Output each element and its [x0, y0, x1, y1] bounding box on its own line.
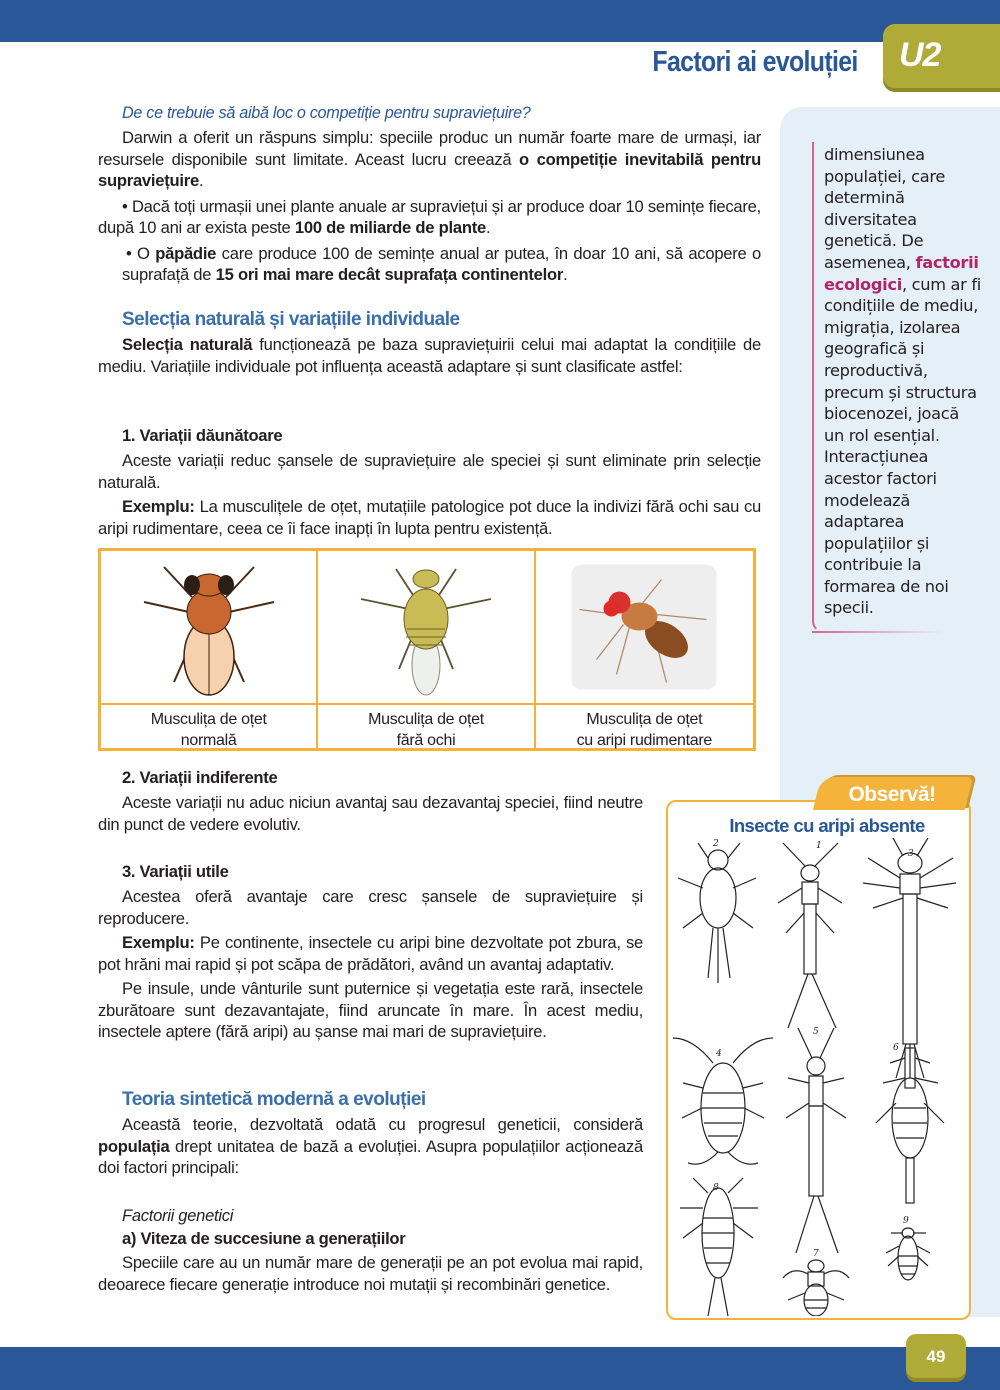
synthetic-paragraph-block	[98, 1114, 643, 1179]
fruit-fly-table	[98, 548, 756, 751]
bold-text: o competiție inevitabilă pentru supraviețuire	[98, 149, 761, 190]
unit-tab	[883, 24, 1000, 88]
intro-question: De ce trebuie să aibă loc o competiție pentru supraviețuire?	[122, 104, 531, 122]
bold-text: 100 de miliarde de plante	[294, 218, 486, 237]
variation-2-text: Aceste variații nu aduc niciun avantaj sau dezavantaj speciei, fiind neutre din punct de vedere evolutiv.	[98, 793, 643, 834]
figure-number: 9	[903, 1216, 909, 1226]
fly-image-no-eyes	[318, 551, 535, 705]
text: care produce 100 de semințe anual ar putea, în doar 10 ani, să acopere o suprafață de	[122, 243, 761, 284]
observe-title: Insecte cu aripi absente	[729, 815, 925, 836]
side-note-text-cont: , cum ar fi condițiile de mediu, migrația, izolarea geografică și reproductivă, precum și structura biocenozei, joacă un rol esențial. Interacțiunea acestor factori modelează adaptarea populațiilor și contribuie la formarea de noi specii.	[824, 274, 981, 618]
caption-line: Musculița de oțet	[368, 711, 484, 728]
side-note-text: dimensiunea populației, care determină diversitatea genetică. De asemenea,	[824, 145, 946, 272]
example-label: Exemplu:	[122, 933, 195, 952]
synthetic-paragraph	[98, 1114, 643, 1179]
bold-text: populația	[98, 1136, 170, 1156]
section-heading-synthetic: Teoria sintetică modernă a evoluției	[122, 1089, 426, 1110]
figure-number: 1	[816, 841, 822, 851]
text: Darwin a oferit un răspuns simplu: speciile produc un număr foarte mare de urmași, iar resursele disponibile sunt limitate. Aceast lucru creează	[98, 128, 761, 169]
caption-line: cu aripi rudimentare	[576, 732, 713, 749]
variation-1-heading: 1. Variații dăunătoare	[122, 426, 283, 445]
caption-normal-fly	[101, 705, 318, 751]
intro-paragraph	[98, 127, 761, 192]
variation-3-heading: 3. Variații utile	[122, 862, 229, 881]
selection-paragraph	[98, 334, 761, 377]
page-number: 49	[926, 1347, 946, 1366]
selection-paragraph-block	[98, 334, 761, 377]
generation-speed-text: Speciile care au un număr mare de generații pe an pot evolua mai rapid, deoarece fiecare generație introduce noi mutații și recombinări genetice.	[98, 1253, 643, 1294]
normal-fly-icon	[134, 557, 284, 697]
example-label: Exemplu:	[122, 497, 195, 516]
variation-2-block	[98, 792, 643, 835]
text: La musculițele de oțet, mutațiile patologice pot duce la indivizi fără ochi sau cu aripi rudimentare, ceea ce îi face inapți în lupta pentru existență.	[98, 497, 761, 538]
insect-5-icon	[786, 1028, 846, 1253]
text: Această teorie, dezvoltată odată cu progresul geneticii, consideră	[122, 1115, 643, 1134]
caption-line: Musculița de oțet	[150, 711, 267, 728]
variation-3-example	[98, 932, 643, 975]
text: • Dacă toți urmașii unei plante anuale ar supraviețui și ar produce doar 10 semințe fiecare, după 10 ani ar exista peste	[98, 196, 761, 237]
bold-text: 15 ori mai mare decât suprafața continentelor	[215, 265, 564, 284]
insect-9-icon	[886, 1228, 930, 1280]
figure-number: 7	[813, 1249, 819, 1259]
insect-4-icon	[673, 1038, 773, 1164]
figure-number: 3	[908, 849, 914, 859]
top-banner	[0, 0, 1000, 42]
variation-3-block	[98, 886, 643, 1043]
eyeless-fly-icon	[351, 557, 501, 697]
text: funcționează pe baza supraviețuirii celui mai adaptat la condițiile de mediu. Variațiile individuale pot influența această adaptare și sunt clasificate astfel:	[98, 335, 761, 376]
insect-3-icon	[863, 838, 956, 1078]
intro-paragraph-block	[98, 127, 761, 286]
caption-rudimentary-fly	[536, 705, 753, 751]
figure-number: 2	[713, 839, 719, 849]
variation-3-text: Acestea oferă avantaje care cresc șansele de supraviețuire și reproducere.	[98, 887, 643, 928]
bottom-banner	[0, 1347, 1000, 1390]
generation-speed-block	[98, 1252, 643, 1295]
generation-speed-heading: a) Viteza de succesiune a generațiilor	[122, 1229, 406, 1248]
unit-label: U2	[899, 36, 941, 74]
figure-number: 4	[716, 1049, 722, 1059]
bullet-item	[98, 196, 761, 239]
bullet-item	[98, 243, 761, 286]
text: • O	[126, 243, 156, 263]
insect-1-icon	[778, 843, 842, 1028]
caption-eyeless-fly	[318, 705, 535, 751]
observe-label: Observă!	[848, 783, 936, 806]
text: drept unitatea de bază a evoluției. Asupra populațiilor acționează doi factori principali:	[98, 1136, 643, 1177]
figure-number: 5	[813, 1027, 819, 1037]
side-note-highlight: factorii ecologici	[824, 252, 979, 294]
fly-image-normal	[101, 551, 318, 705]
side-note	[812, 142, 982, 633]
text: .	[563, 265, 568, 284]
rudimentary-wing-fly-photo	[572, 565, 717, 690]
figure-number: 8	[713, 1183, 719, 1193]
insect-8-icon	[680, 1178, 758, 1316]
wingless-insects-figure	[668, 838, 968, 1316]
section-heading-selection: Selecția naturală și variațiile individuale	[122, 309, 460, 330]
variation-1-text: Aceste variații reduc șansele de supraviețuire ale speciei și sunt eliminate prin selecție naturală.	[98, 451, 761, 492]
bold-text: Selecția naturală	[122, 335, 253, 354]
genetic-factors-subheading: Factorii genetici	[122, 1206, 234, 1225]
caption-line: normală	[180, 732, 237, 749]
variation-2-heading: 2. Variații indiferente	[122, 768, 278, 787]
variation-1-block	[98, 450, 761, 539]
figure-number: 6	[893, 1043, 899, 1053]
caption-line: fără ochi	[396, 732, 456, 749]
text: .	[198, 171, 204, 190]
text: .	[485, 218, 491, 237]
insect-2-icon	[678, 843, 756, 983]
fly-image-rudimentary-wings	[536, 551, 753, 705]
variation-3-islands: Pe insule, unde vânturile sunt puternice și vegetația este rară, insectele zburătoare sunt dezavantajate, fiind aruncate în mare. În acest mediu, insectele aptere (fără aripi) au șanse mai mari de supraviețuire.	[98, 979, 643, 1041]
insect-7-icon	[783, 1260, 849, 1316]
page-title: Factori ai evoluției	[652, 46, 858, 78]
caption-line: Musculița de oțet	[586, 711, 703, 728]
variation-1-example	[98, 496, 761, 539]
bold-text: păpădie	[155, 243, 217, 263]
page-number-tab	[906, 1334, 966, 1378]
text: Pe continente, insectele cu aripi bine dezvoltate pot zbura, se pot hrăni mai rapid și pot scăpa de prădători, având un avantaj adaptativ.	[98, 933, 643, 974]
